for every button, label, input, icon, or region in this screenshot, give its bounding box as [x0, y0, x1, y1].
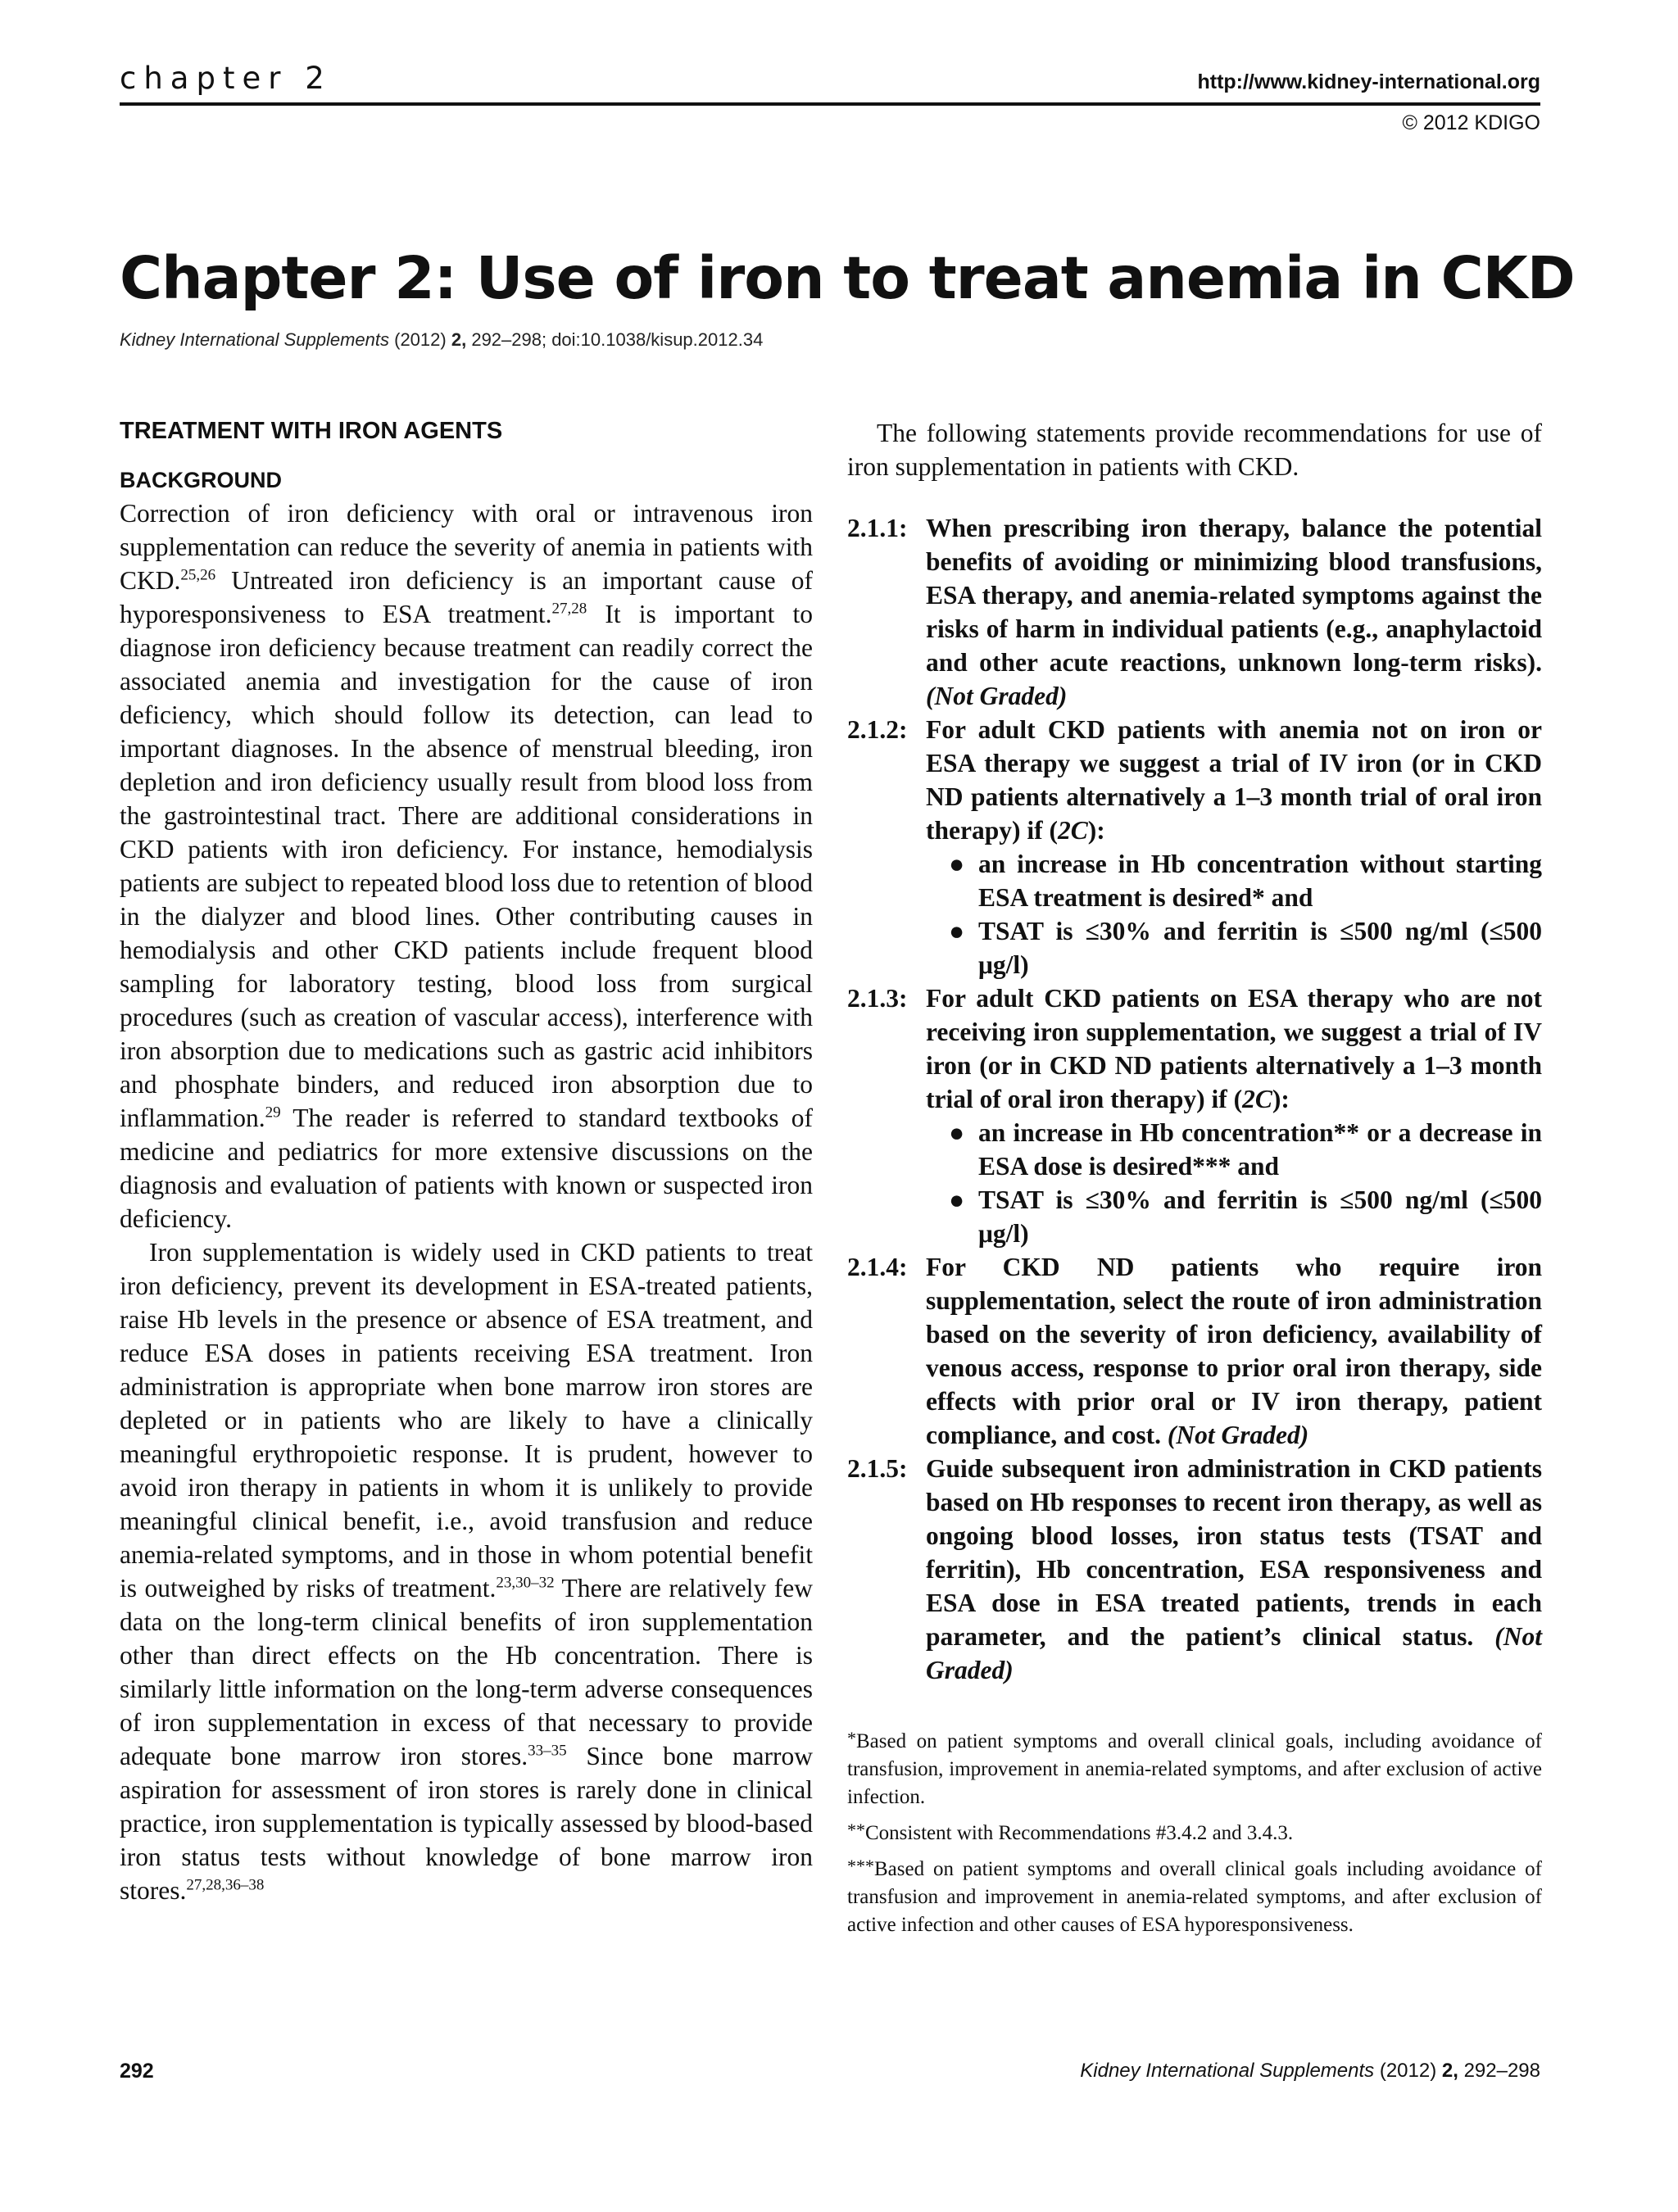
- list-item: [926, 847, 1542, 914]
- footnotes: [847, 1725, 1542, 1939]
- page-number: 292: [120, 2060, 154, 2083]
- subsection-heading: BACKGROUND: [120, 468, 282, 492]
- recommendation-text: [926, 1452, 1542, 1687]
- footer-journal: Kidney International Supplements: [1080, 2060, 1375, 2082]
- reference-superscript[interactable]: 25,26: [180, 566, 216, 584]
- recommendation-number: 2.1.5:: [847, 1454, 908, 1483]
- footer-citation: [1080, 2060, 1540, 2083]
- text-run: Untreated iron deficiency is an important cause of hyporesponsiveness to ESA treatment.: [120, 566, 813, 628]
- grade-label: (Not Graded): [926, 1622, 1542, 1684]
- text-run: It is important to diagnose iron deficiency because treatment can readily correct the associated anemia and investigation for the cause of iron deficiency, which should follow its detection, can lead to important diagnoses. In the absence of menstrual bleeding, iron depletion and iron deficiency usually result from blood loss from the gastrointestinal tract. There are additional considerations in CKD patients with iron deficiency. For instance, hemodialysis patients are subject to repeated blood loss due to retention of blood in the dialyzer and blood lines. Other contributing causes in hemodialysis and other CKD patients include frequent blood sampling for laboratory testing, blood loss from surgical procedures (such as creation of vascular access), interference with iron absorption due to medications such as gastric acid inhibitors and phosphate binders, and reduced iron absorption due to inflammation.: [120, 600, 813, 1132]
- recommendation-number: 2.1.1:: [847, 514, 908, 542]
- text-run: ):: [1272, 1085, 1290, 1113]
- recommendation-2-1-5: [847, 1452, 1542, 1687]
- citation-year: (2012): [394, 329, 447, 350]
- recommendation-number: 2.1.3:: [847, 984, 908, 1013]
- footnote-2: [847, 1816, 1542, 1847]
- recommendation-2-1-1: [847, 511, 1542, 713]
- recommendation-text: [926, 981, 1542, 1250]
- footer-volume: 2,: [1441, 2060, 1458, 2082]
- recommendations-intro: The following statements provide recommendations for use of iron supplementation in patients with CKD.: [847, 419, 1542, 481]
- citation-volume: 2,: [451, 329, 467, 350]
- footnote-marker: **: [847, 1820, 865, 1840]
- background-paragraph-1: [120, 496, 813, 1235]
- copyright-notice: © 2012 KDIGO: [1402, 111, 1540, 134]
- footnote-marker: *: [847, 1728, 856, 1748]
- text-run: an increase in Hb concentration without starting ESA treatment is desired* and: [978, 850, 1542, 912]
- text-run: Correction of iron deficiency with oral or intravenous iron supplementation can reduce the severity of anemia in patients with CKD.: [120, 499, 813, 595]
- recommendation-2-1-2: [847, 713, 1542, 981]
- text-run: For adult CKD patients on ESA therapy who are not receiving iron supplementation, we suggest a trial of IV iron (or in CKD ND patients alternatively a 1–3 month trial of oral iron therapy) if (: [926, 984, 1542, 1113]
- recommendation-number: 2.1.2:: [847, 715, 908, 744]
- bullet-icon: ●: [949, 1118, 965, 1147]
- list-item: [926, 914, 1542, 981]
- text-run: an increase in Hb concentration** or a decrease in ESA dose is desired*** and: [978, 1118, 1542, 1181]
- text-run: When prescribing iron therapy, balance the potential benefits of avoiding or minimizing blood transfusions, ESA therapy, and anemia-related symptoms against the risks of harm in individual patients (e.g., anaphylactoid and other acute reactions, unknown long-term risks).: [926, 514, 1542, 677]
- reference-superscript[interactable]: 29: [265, 1104, 281, 1122]
- text-run: There are relatively few data on the long-term clinical benefits of iron supplementation other than direct effects on the Hb concentration. There is similarly little information on the long-term adverse consequences of iron supplementation in excess of that necessary to provide adequate bone marrow iron stores.: [120, 1574, 813, 1770]
- text-run: The reader is referred to standard textbooks of medicine and pediatrics for more extensive discussions on the diagnosis and evaluation of patients with known or suspected iron deficiency.: [120, 1104, 813, 1233]
- text-run: Based on patient symptoms and overall clinical goals including avoidance of transfusion and improvement in anemia-related symptoms, and after exclusion of active infection and other causes of ESA hyporesponsiveness.: [847, 1858, 1542, 1936]
- section-heading: TREATMENT WITH IRON AGENTS: [120, 418, 503, 444]
- text-run: TSAT is ≤30% and ferritin is ≤500 ng/ml (≤500 μg/l): [978, 917, 1542, 979]
- bullet-icon: ●: [949, 850, 965, 878]
- footer-pages: 292–298: [1463, 2060, 1540, 2082]
- citation-pages-doi: 292–298; doi:10.1038/kisup.2012.34: [471, 329, 764, 350]
- reference-superscript[interactable]: 33–35: [528, 1742, 567, 1760]
- reference-superscript[interactable]: 27,28,36–38: [186, 1876, 265, 1894]
- recommendation-text: [926, 713, 1542, 981]
- text-run: TSAT is ≤30% and ferritin is ≤500 ng/ml (≤500 μg/l): [978, 1185, 1542, 1248]
- text-run: Since bone marrow aspiration for assessment of iron stores is rarely done in clinical practice, iron supplementation is typically assessed by blood-based iron status tests without knowledge of bone marrow iron stores.: [120, 1742, 813, 1905]
- text-run: Guide subsequent iron administration in CKD patients based on Hb responses to recent iron therapy, as well as ongoing blood losses, iron status tests (TSAT and ferritin), Hb concentration, ESA responsiveness and ESA dose in ESA treated patients, trends in each parameter, and the patient’s clinical status.: [926, 1454, 1542, 1651]
- text-run: ):: [1087, 816, 1105, 845]
- running-head: chapter 2: [120, 61, 332, 96]
- recommendation-text: [926, 511, 1542, 713]
- list-item: [926, 1116, 1542, 1183]
- footnote-marker: ***: [847, 1856, 874, 1876]
- reference-superscript[interactable]: 27,28: [551, 600, 587, 618]
- footnote-3: [847, 1852, 1542, 1939]
- footer-year: (2012): [1379, 2060, 1437, 2082]
- footnote-1: [847, 1725, 1542, 1811]
- text-run: Iron supplementation is widely used in CKD patients to treat iron deficiency, prevent its development in ESA-treated patients, raise Hb levels in the presence or absence of ESA treatment, and reduce ESA doses in patients receiving ESA treatment. Iron administration is appropriate when bone marrow iron stores are depleted or in patients who are likely to have a clinically meaningful erythropoietic response. It is prudent, however to avoid iron therapy in patients in whom it is unlikely to provide meaningful clinical benefit, i.e., avoid transfusion and reduce anemia-related symptoms, and in those in whom potential benefit is outweighed by risks of treatment.: [120, 1238, 813, 1602]
- article-citation: [120, 329, 763, 351]
- recommendation-2-1-4: [847, 1250, 1542, 1452]
- text-run: Based on patient symptoms and overall clinical goals, including avoidance of transfusion, improvement in anemia-related symptoms, and after exclusion of active infection.: [847, 1730, 1542, 1808]
- text-run: Consistent with Recommendations #3.4.2 and 3.4.3.: [865, 1822, 1294, 1844]
- grade-label: 2C: [1242, 1085, 1272, 1113]
- recommendation-number: 2.1.4:: [847, 1253, 908, 1281]
- bullet-icon: ●: [949, 917, 965, 945]
- grade-label: 2C: [1057, 816, 1088, 845]
- journal-url-link[interactable]: http://www.kidney-international.org: [1197, 70, 1540, 93]
- criteria-list: [926, 847, 1542, 981]
- background-paragraph-2: [120, 1235, 813, 1907]
- grade-label: (Not Graded): [926, 682, 1068, 710]
- right-column: [847, 416, 1542, 1944]
- left-column: [120, 418, 813, 1907]
- text-run: For adult CKD patients with anemia not on iron or ESA therapy we suggest a trial of IV iron (or in CKD ND patients alternatively a 1–3 month trial of oral iron therapy) if (: [926, 715, 1542, 845]
- recommendation-list: [847, 511, 1542, 1687]
- header-rule: [120, 102, 1540, 106]
- list-item: [926, 1183, 1542, 1250]
- reference-superscript[interactable]: 23,30–32: [496, 1574, 555, 1592]
- chapter-title: Chapter 2: Use of iron to treat anemia in CKD: [120, 244, 1575, 312]
- criteria-list: [926, 1116, 1542, 1250]
- citation-journal: Kidney International Supplements: [120, 329, 389, 350]
- recommendation-text: [926, 1250, 1542, 1452]
- recommendation-2-1-3: [847, 981, 1542, 1250]
- bullet-icon: ●: [949, 1185, 965, 1214]
- text-run: For CKD ND patients who require iron supplementation, select the route of iron administration based on the severity of iron deficiency, availability of venous access, response to prior oral iron therapy, side effects with prior oral or IV iron therapy, patient compliance, and cost.: [926, 1253, 1542, 1449]
- grade-label: (Not Graded): [1167, 1421, 1309, 1449]
